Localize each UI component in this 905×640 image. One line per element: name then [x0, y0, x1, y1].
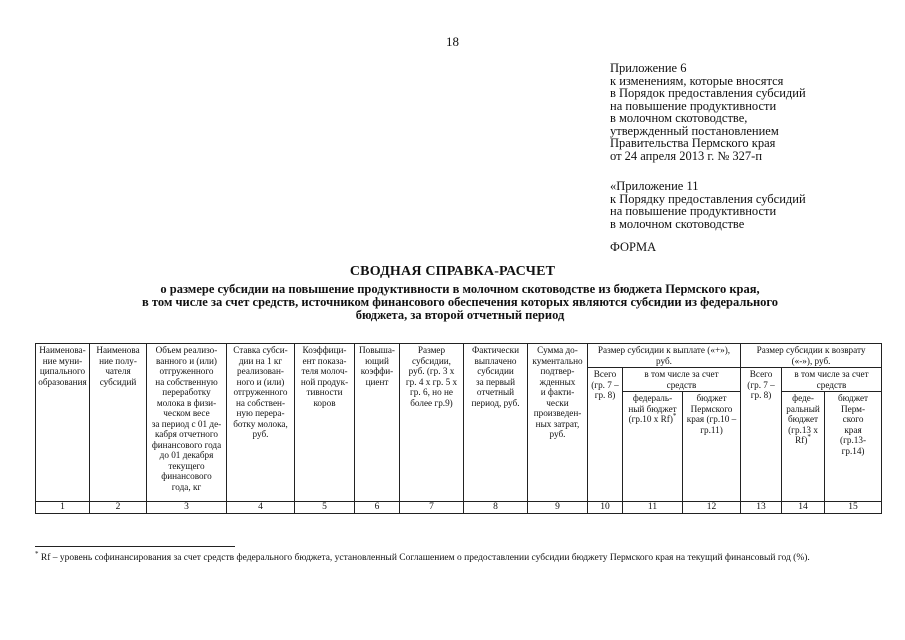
column-number: 6	[355, 502, 400, 514]
column-number: 11	[623, 502, 683, 514]
footnote-mark: *	[672, 411, 677, 420]
header-return-including: в том числе за счет средств	[782, 368, 882, 392]
document-title: СВОДНАЯ СПРАВКА-РАСЧЕТ	[349, 264, 556, 279]
header-pay-including: в том числе за счет средств	[623, 368, 741, 392]
header-pay-total: Всего (гр. 7 – гр. 8)	[588, 368, 623, 502]
column-number: 13	[741, 502, 782, 514]
footnote	[35, 549, 875, 564]
column-number: 12	[683, 502, 741, 514]
header-return-federal-text: феде- ральный бюджет (гр.13 х Rf)	[786, 393, 820, 445]
column-number: 10	[588, 502, 623, 514]
column-number: 3	[147, 502, 227, 514]
header-return-perm: бюджет Перм- ского края (гр.13- гр.14)	[825, 392, 882, 502]
column-number: 1	[36, 502, 90, 514]
footnote-mark: *	[35, 549, 39, 558]
form-label: ФОРМА	[610, 240, 657, 254]
column-number: 8	[464, 502, 528, 514]
document-subtitle: о размере субсидии на повышение продуктивности в молочном скотоводстве из бюджета Пермского края, в том числе за счет средств, источником финансового обеспечения которых являются субсидии из федерального бюджета, за второй отчетный период	[141, 282, 779, 322]
appendix-11-reference: «Приложение 11 к Порядку предоставления субсидий на повышение продуктивности в молочном скотоводстве	[610, 179, 806, 231]
column-number: 5	[295, 502, 355, 514]
header-pay-perm: бюджет Пермского края (гр.10 – гр.11)	[683, 392, 741, 502]
footnote-text: Rf – уровень софинансирования за счет средств федерального бюджета, установленный Соглашением о предоставлении субсидии бюджету Пермского края на текущий финансовый год (%).	[40, 553, 810, 563]
column-number: 9	[528, 502, 588, 514]
header-recipient: Наименова ние полу- чателя субсидий	[90, 344, 147, 502]
column-numbers-row	[36, 502, 882, 514]
column-number: 14	[782, 502, 825, 514]
appendix-6-reference: Приложение 6 к изменениям, которые вносятся в Порядок предоставления субсидий на повышение продуктивности в молочном скотоводстве, утвержденный постановлением Правительства Пермского края от 24 апреля 2013 г. № 327-п	[610, 61, 806, 163]
calculation-table	[35, 343, 882, 514]
header-subsidy-rate: Ставка субси- дии на 1 кг реализован- ного и (или) отгруженного на собствен- ную перера- ботку молока, руб.	[227, 344, 295, 502]
header-confirmed-costs: Сумма до- кументально подтвер- жденных и факти- чески произведен- ных затрат, руб.	[528, 344, 588, 502]
header-municipality: Наименова- ние муни- ципального образования	[36, 344, 90, 502]
header-paid-first-period: Фактически выплачено субсидии за первый отчетный период, руб.	[464, 344, 528, 502]
header-productivity-coefficient: Коэффици- ент показа- теля молоч- ной продук- тивности коров	[295, 344, 355, 502]
footnote-mark: *	[807, 432, 811, 441]
header-pay-federal	[623, 392, 683, 502]
header-pay-federal-text: федераль- ный бюджет (гр.10 х Rf)	[628, 393, 677, 424]
header-group-to-return: Размер субсидии к возврату («-»), руб.	[741, 344, 882, 368]
header-raising-coefficient: Повыша- ющий коэффи- циент	[355, 344, 400, 502]
column-number: 15	[825, 502, 882, 514]
column-number: 4	[227, 502, 295, 514]
page-number: 18	[446, 34, 459, 49]
column-number: 7	[400, 502, 464, 514]
header-subsidy-amount: Размер субсидии, руб. (гр. 3 х гр. 4 х гр. 5 х гр. 6, но не более гр.9)	[400, 344, 464, 502]
column-number: 2	[90, 502, 147, 514]
header-group-to-pay: Размер субсидии к выплате («+»), руб.	[588, 344, 741, 368]
header-milk-volume: Объем реализо- ванного и (или) отгруженного на собственную переработку молока в физи- ческом весе за период с 01 де- кабря отчетного финансового года до 01 декабря текущего финансового года, кг	[147, 344, 227, 502]
header-return-total: Всего (гр. 7 – гр. 8)	[741, 368, 782, 502]
header-return-federal	[782, 392, 825, 502]
footnote-separator	[35, 546, 235, 547]
